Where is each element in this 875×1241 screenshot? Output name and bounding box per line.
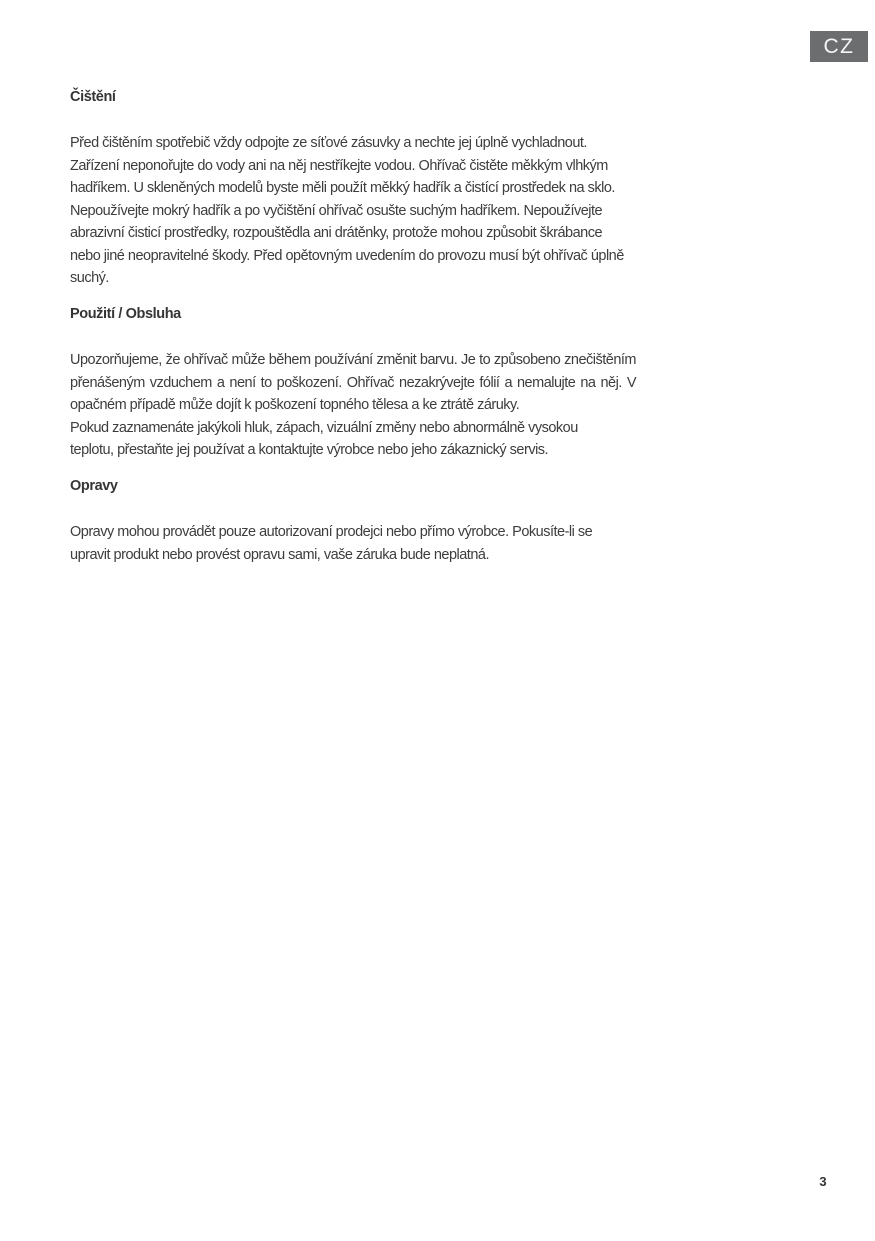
paragraph-line: Zařízení neponořujte do vody ani na něj nestříkejte vodou. Ohřívač čistěte měkkým vlhkým [70,157,608,174]
paragraph-line: přenášeným vzduchem a není to poškození. Ohřívač nezakrývejte fólií a nemalujte na něj. V [70,374,636,391]
section-paragraph-use-operation [70,349,636,462]
paragraph-line: opačném případě může dojít k poškození topného tělesa a ke ztrátě záruky. [70,397,520,413]
paragraph-line: abrazivní čisticí prostředky, rozpouštědla ani drátěnky, protože mohou způsobit škrábance [70,225,603,241]
paragraph-line: Opravy mohou provádět pouze autorizovaní prodejci nebo přímo výrobce. Pokusíte-li se [70,524,593,540]
section-heading-cleaning: Čištění [70,89,116,105]
section-heading-use-operation: Použití / Obsluha [70,306,181,322]
language-badge-label: CZ [823,34,855,58]
paragraph-line: Upozorňujeme, že ohřívač může během používání změnit barvu. Je to způsobeno znečištěním [70,352,636,368]
section-paragraph-repairs [70,521,636,566]
paragraph-line: Pokud zaznamenáte jakýkoli hluk, zápach, vizuální změny nebo abnormálně vysokou [70,419,578,436]
section-paragraph-cleaning [70,132,636,290]
paragraph-line: nebo jiné neopravitelné škody. Před opětovným uvedením do provozu musí být ohřívač úplně [70,247,624,264]
paragraph-line: hadříkem. U skleněných modelů byste měli použít měkký hadřík a čistící prostředek na sklo. [70,180,615,196]
paragraph-line: teplotu, přestaňte jej používat a kontaktujte výrobce nebo jeho zákaznický servis. [70,442,549,458]
language-badge [810,31,868,62]
paragraph-line: suchý. [70,270,109,286]
paragraph-line: Před čištěním spotřebič vždy odpojte ze síťové zásuvky a nechte jej úplně vychladnout. [70,135,587,151]
paragraph-line: upravit produkt nebo provést opravu sami, vaše záruka bude neplatná. [70,546,489,563]
page-number: 3 [819,1174,827,1189]
paragraph-line: Nepoužívejte mokrý hadřík a po vyčištění ohřívač osušte suchým hadříkem. Nepoužívejte [70,202,603,219]
section-heading-repairs: Opravy [70,478,118,494]
